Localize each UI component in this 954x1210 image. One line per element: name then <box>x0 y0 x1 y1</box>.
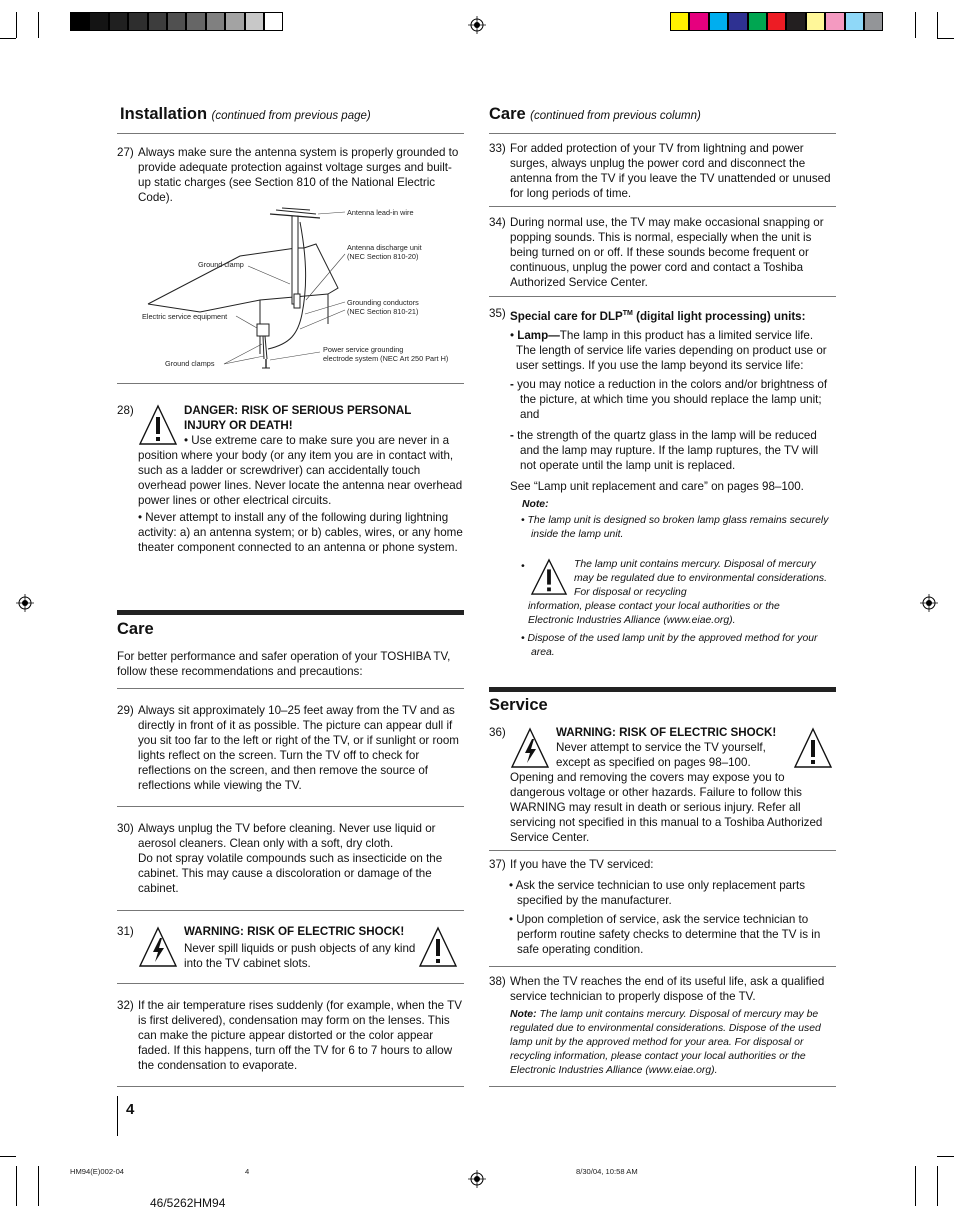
item-27: 27) Always make sure the antenna system is properly grounded to provide adequate protection against voltage surges and built-up static charges (see Section 810 of the National Electric Code). <box>117 145 463 205</box>
color-swatch <box>825 12 844 31</box>
footer-model: 46/5262HM94 <box>150 1196 226 1210</box>
caution-icon <box>793 727 833 769</box>
caution-icon <box>418 926 458 968</box>
crop-mark <box>915 12 916 38</box>
item-33-text: For added protection of your TV from lightning and power surges, always unplug the power cord and disconnect the antenna from the TV if you leave the TV unattended or unused for long periods of time. <box>510 142 831 200</box>
item-33: 33) For added protection of your TV from lightning and power surges, always unplug the power cord and disconnect the antenna from the TV if you leave the TV unattended or unused for long periods of time. <box>489 141 835 201</box>
lamp-dash-2: - the strength of the quartz glass in the lamp will be reduced and the lamp may rupture. If the lamp ruptures, the TV will not operate until the lamp unit is replaced. <box>510 428 819 472</box>
label-discharge-unit: Antenna discharge unit (NEC Section 810-20) <box>347 243 422 261</box>
item-36-heading: WARNING: RISK OF ELECTRIC SHOCK! <box>556 726 777 739</box>
item-37-text: If you have the TV serviced: <box>510 858 654 871</box>
page-number: 4 <box>126 1101 135 1118</box>
item-28: 28) DANGER: RISK OF SERIOUS PERSONAL INJURY OR DEATH! • Use extreme care to make sure you are never in a position where your body (or any item you are in contact with, such as a ladder or screwdriver) can accidentally touch overhead power lines. Never locate the antenna near overhead power lines or other electrical circuits. • Never attempt to install any of the following during lightning activity: a) an antenna system; or b) cables, wires, or any home theater component connected to an antenna or phone system. <box>117 404 463 554</box>
item-29: 29) Always sit approximately 10–25 feet away from the TV and as directly in front of it as possible. The picture can appear dull if you sit too far to the left or right of the TV, or if sunlight or room lights reflect on the screen. Turn the TV off to check for reflections on the screen, and then remove the source of reflections while viewing the TV. <box>117 703 463 793</box>
crop-mark <box>0 38 16 39</box>
item-36-text-a: Never attempt to service the TV yourself, except as specified on pages 98–100. <box>556 741 766 769</box>
registration-mark-icon <box>16 594 34 612</box>
crop-mark <box>38 12 39 38</box>
color-swatch <box>186 12 205 31</box>
item-31-heading: WARNING: RISK OF ELECTRIC SHOCK! <box>184 925 405 938</box>
item-36: 36) WARNING: RISK OF ELECTRIC SHOCK! Never attempt to service the TV yourself, except as specified on pages 98–100. Opening and removing the covers may expose you to dangerous voltage or other hazards. Failure to follow this WARNING may result in death or serious injury. Refer all servicing not specified in this manual to a Toshiba Authorized Service Center. <box>489 725 835 845</box>
registration-mark-icon <box>468 16 486 34</box>
divider <box>117 1086 464 1087</box>
lamp-paragraph: • Lamp—The lamp in this product has a limited service life. The length of service life varies depending on product use or user settings. If you use the lamp beyond its service life: <box>510 328 827 372</box>
footer-file: HM94(E)002-04 <box>70 1167 125 1176</box>
item-37: 37) If you have the TV serviced: • Ask the service technician to use only replacement parts specified by the manufacturer. • Upon completion of service, ask the service technician to perform routine safety checks to determine that the TV is in safe operating condition. <box>489 857 835 957</box>
label-ground-clamp: Ground clamp <box>198 260 244 269</box>
shock-warning-icon <box>510 727 550 769</box>
installation-subtitle: (continued from previous page) <box>211 110 371 122</box>
shock-warning-icon <box>138 926 178 968</box>
crop-mark <box>0 1156 16 1157</box>
crop-mark <box>937 1156 954 1157</box>
note-2-b: information, please contact your local authorities or the Electronic Industries Alliance (www.eiae.org). <box>528 601 780 626</box>
installation-title: Installation <box>120 105 208 123</box>
color-swatch <box>728 12 747 31</box>
color-swatch <box>109 12 128 31</box>
item-35: 35) Special care for DLP™ (digital light processing) units: • Lamp—The lamp in this product has a limited service life. The length of service life varies depending on product use or user settings. If you use the lamp beyond its service life: - you may notice a reduction in the colors and/or brightness of the picture, at which time you should replace the lamp unit; and - the strength of the quartz glass in the lamp will be reduced and the lamp may rupture. If the lamp ruptures, the TV will not operate until the lamp unit is replaced. See “Lamp unit replacement and care” on pages 98–100. Note: • The lamp unit is designed so broken lamp glass remains securely inside the lamp unit. <box>489 306 835 542</box>
color-swatch <box>670 12 689 31</box>
color-swatch <box>89 12 108 31</box>
note-2-bullet: • <box>521 561 525 572</box>
item-38-note: Note: The lamp unit contains mercury. Disposal of mercury may be regulated due to environmental considerations. Dispose of the used lamp unit by the approved method for your area. For disposal or recycling information, please contact your local authorities or the Electronic Industries Alliance (www.eiae.org). <box>510 1009 821 1076</box>
item-30: 30) Always unplug the TV before cleaning. Never use liquid or aerosol cleaners. Clean only with a soft, dry cloth. Do not spray volatile compounds such as insecticide on the cabinet. This may cause a discoloration or damage of the cabinet. <box>117 821 463 896</box>
divider <box>117 133 464 134</box>
page-number-rule <box>117 1096 118 1136</box>
crop-mark <box>937 12 938 38</box>
note-1: • The lamp unit is designed so broken lamp glass remains securely inside the lamp unit. <box>521 514 829 540</box>
care-intro: For better performance and safer operation of your TOSHIBA TV, follow these recommendations and precautions: <box>117 650 451 678</box>
registration-mark-icon <box>468 1170 486 1188</box>
color-swatch <box>245 12 264 31</box>
crop-mark <box>16 12 17 38</box>
divider <box>117 383 464 384</box>
label-power-grounding: Power service grounding electrode system (NEC Art 250 Part H) <box>323 345 449 363</box>
installation-heading <box>120 105 371 124</box>
note-label: Note: <box>522 498 549 510</box>
label-ground-clamps: Ground clamps <box>165 359 215 368</box>
color-swatch <box>689 12 708 31</box>
crop-mark <box>937 38 954 39</box>
item-31: 31) WARNING: RISK OF ELECTRIC SHOCK! Never spill liquids or push objects of any kind into the TV cabinet slots. <box>117 924 463 971</box>
divider <box>117 806 464 807</box>
registration-mark-icon <box>920 594 938 612</box>
color-swatch <box>845 12 864 31</box>
item-32: 32) If the air temperature rises suddenly (for example, when the TV is first delivered), condensation may form on the lenses. This can make the picture appear distorted or the color appear faded. If this happens, turn off the TV for 6 to 7 hours to allow the condensation to evaporate. <box>117 999 462 1072</box>
color-swatch <box>128 12 147 31</box>
divider <box>489 206 836 207</box>
item-36-text-b: Opening and removing the covers may expose you to dangerous voltage or other hazards. Failure to follow this WARNING may result in death or serious injury. Refer all servicing not specified in this manual to a Toshiba Authorized Service Center. <box>510 771 823 844</box>
item-32-text: If the air temperature rises suddenly (for example, when the TV is first delivered), condensation may form on the lenses. This can make the picture appear distorted or the color appear faded. If this happens, turn off the TV for 6 to 7 hours to allow the condensation to evaporate. <box>138 999 462 1072</box>
label-antenna-lead: Antenna lead-in wire <box>347 208 414 217</box>
divider <box>117 910 464 911</box>
color-swatch <box>748 12 767 31</box>
caution-icon <box>530 558 568 596</box>
crop-mark <box>16 1166 17 1206</box>
section-bar <box>489 687 836 692</box>
item-28-para-1: • Use extreme care to make sure you are never in a position where your body (or any item you are in contact with, such as a ladder or screwdriver) can accidentally touch overhead power lines. Never locate the antenna near overhead power lines or other electrical circuits. <box>138 434 463 507</box>
color-swatch <box>264 12 283 31</box>
item-28-para-2: • Never attempt to install any of the following during lightning activity: a) an antenna system; or b) cables, wires, or any home theater component connected to an antenna or phone system. <box>138 511 463 554</box>
item-34: 34) During normal use, the TV may make occasional snapping or popping sounds. This is normal, especially when the unit is being turned on or off. If these sounds become frequent or continuous, unplug the power cord and contact a Toshiba Authorized Service Center. <box>489 215 835 290</box>
divider <box>489 296 836 297</box>
label-grounding-conductors: Grounding conductors (NEC Section 810-21) <box>347 298 419 316</box>
color-swatch <box>864 12 883 31</box>
care-continued-title: Care <box>489 105 526 123</box>
footer-page: 4 <box>245 1167 250 1176</box>
caution-icon <box>138 404 178 446</box>
see-lamp-replacement: See “Lamp unit replacement and care” on pages 98–100. <box>510 479 804 493</box>
item-37-bullet-2: • Upon completion of service, ask the service technician to perform routine safety checks to determine that the TV is in safe operating condition. <box>509 913 821 956</box>
section-bar <box>117 610 464 615</box>
crop-mark <box>937 1166 938 1206</box>
divider <box>489 1086 836 1087</box>
divider <box>117 688 464 689</box>
item-30-para-1: Always unplug the TV before cleaning. Never use liquid or aerosol cleaners. Clean only with a soft, dry cloth. <box>138 822 436 850</box>
divider <box>489 966 836 967</box>
divider <box>117 983 464 984</box>
label-service-equipment: Electric service equipment <box>142 312 228 321</box>
divider <box>489 133 836 134</box>
care-continued-subtitle: (continued from previous column) <box>530 110 701 122</box>
color-swatch <box>806 12 825 31</box>
item-28-heading: DANGER: RISK OF SERIOUS PERSONAL INJURY OR DEATH! <box>184 404 412 432</box>
item-29-text: Always sit approximately 10–25 feet away from the TV and as directly in front of it as possible. The picture can appear dull if you sit too far to the left or right of the TV, or if sunlight or room lights reflect on the screen. Turn the TV off to check for reflections on the screen, and then remove the source of reflections while viewing the TV. <box>138 704 459 792</box>
service-title: Service <box>489 696 548 714</box>
color-swatch <box>767 12 786 31</box>
color-swatch <box>225 12 244 31</box>
note-2-a: The lamp unit contains mercury. Disposal of mercury may be regulated due to environmental considerations. For disposal or recycling <box>574 559 827 598</box>
divider <box>489 850 836 851</box>
care-title: Care <box>117 620 154 638</box>
item-30-para-2: Do not spray volatile compounds such as insecticide on the cabinet. This may cause a discoloration or damage of the cabinet. <box>138 852 443 895</box>
item-38-text: When the TV reaches the end of its useful life, ask a qualified service technician to properly dispose of the TV. <box>510 975 825 1003</box>
color-swatch <box>148 12 167 31</box>
item-34-text: During normal use, the TV may make occasional snapping or popping sounds. This is normal, especially when the unit is being turned on or off. If these sounds become frequent or continuous, unplug the power cord and contact a Toshiba Authorized Service Center. <box>510 216 824 289</box>
crop-mark <box>38 1166 39 1206</box>
color-swatch <box>786 12 805 31</box>
care-continued-heading <box>489 105 701 124</box>
color-swatch <box>167 12 186 31</box>
item-38: 38) When the TV reaches the end of its useful life, ask a qualified service technician to properly dispose of the TV. Note: The lamp unit contains mercury. Disposal of mercury may be regulated due to environmental considerations. Dispose of the used lamp unit by the approved method for your area. For disposal or recycling information, please contact your local authorities or the Electronic Industries Alliance (www.eiae.org). <box>489 974 835 1078</box>
color-swatch <box>709 12 728 31</box>
crop-mark <box>915 1166 916 1206</box>
item-27-text: Always make sure the antenna system is properly grounded to provide adequate protection against voltage surges and built-up static charges (see Section 810 of the National Electric Code). <box>138 146 459 204</box>
color-swatch <box>206 12 225 31</box>
item-35-heading: Special care for DLP™ (digital light processing) units: <box>510 309 806 323</box>
note-3: • Dispose of the used lamp unit by the approved method for your area. <box>521 633 818 658</box>
item-37-bullet-1: • Ask the service technician to use only replacement parts specified by the manufacturer. <box>509 879 805 907</box>
color-swatch <box>70 12 89 31</box>
item-31-text: Never spill liquids or push objects of any kind into the TV cabinet slots. <box>184 942 416 970</box>
footer-date: 8/30/04, 10:58 AM <box>576 1167 638 1176</box>
lamp-dash-1: - you may notice a reduction in the colors and/or brightness of the picture, at which time you should replace the lamp unit; and <box>510 377 828 421</box>
